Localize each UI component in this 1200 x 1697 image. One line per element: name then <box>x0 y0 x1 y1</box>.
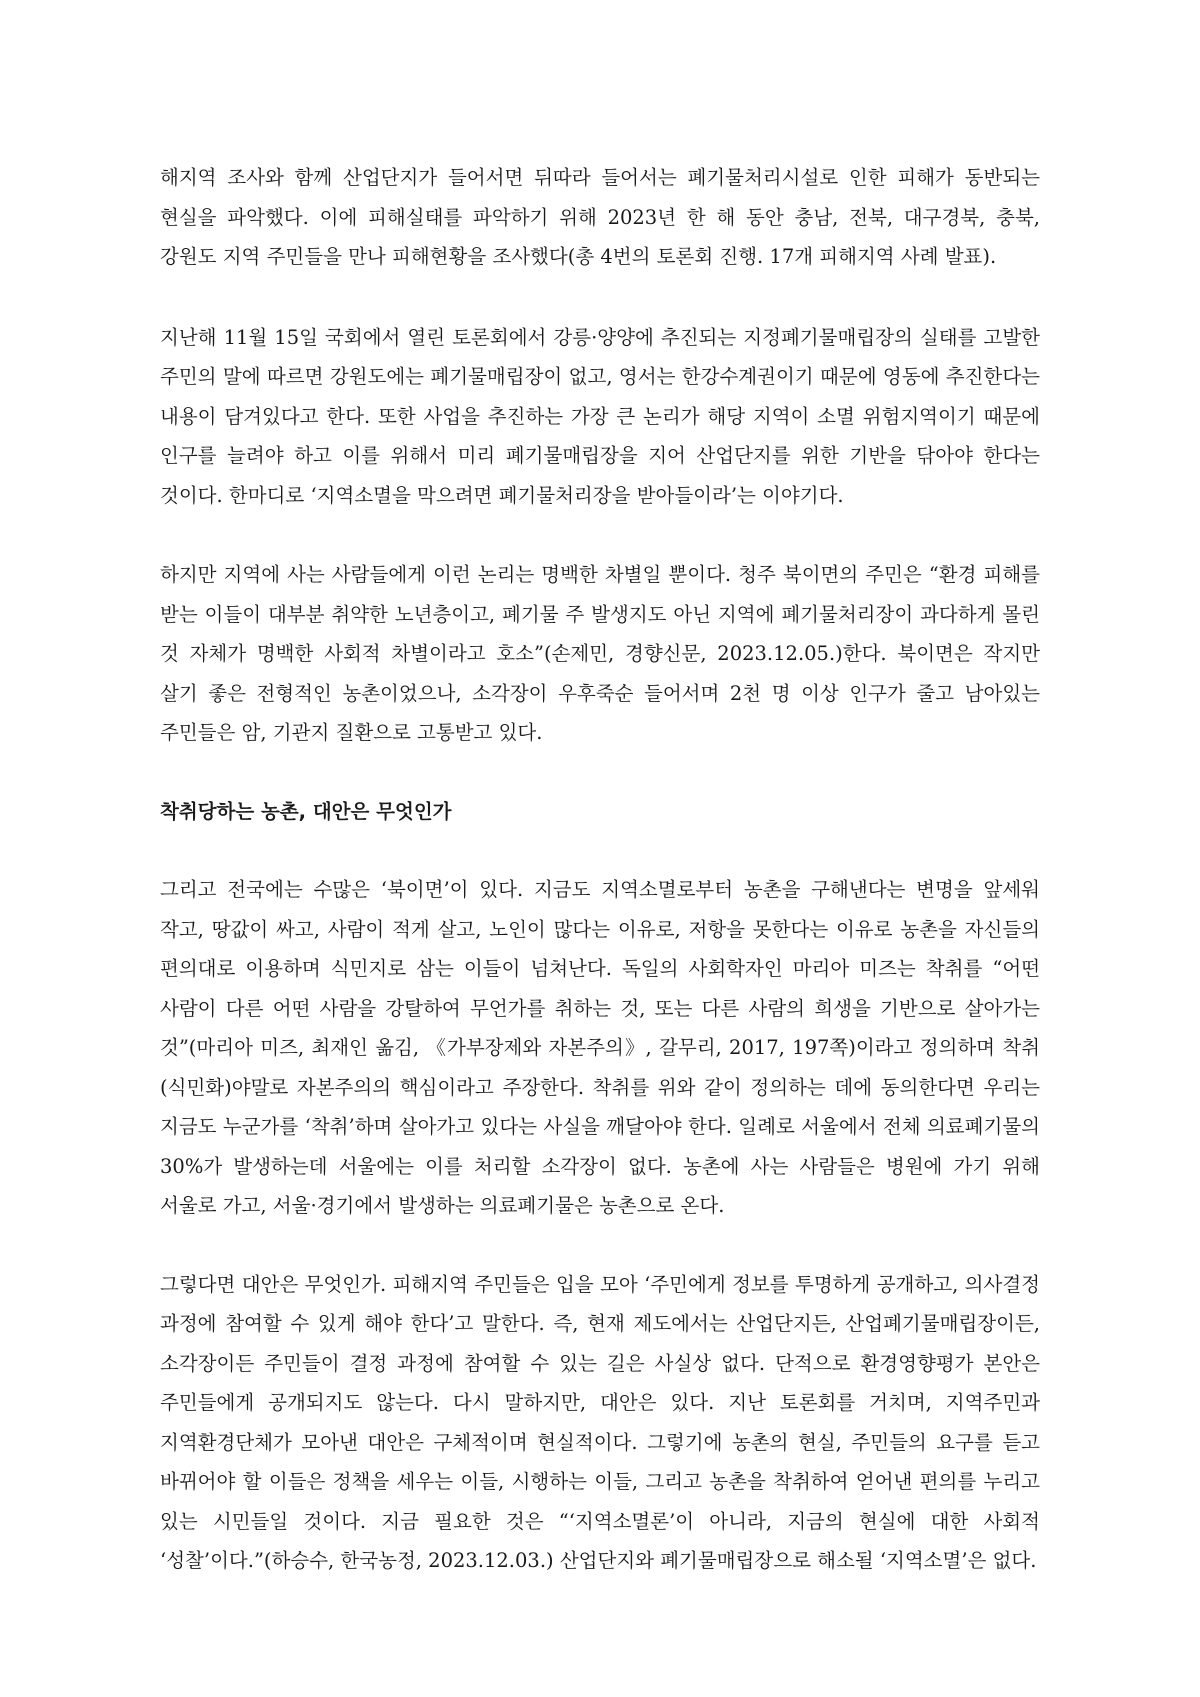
paragraph-exploitation: 그리고 전국에는 수많은 ‘북이면’이 있다. 지금도 지역소멸로부터 농촌을 구해낸다는 변명을 앞세워 작고, 땅값이 싸고, 사람이 적게 살고, 노인이 많다는 이유로, 저항을 못한다는 이유로 농촌을 자신들의 편의대로 이용하며 식민지로 삼는 이들이 넘쳐난다. 독일의 사회학자인 마리아 미즈는 착취를 “어떤 사람이 다른 어떤 사람을 강탈하여 무언가를 취하는 것, 또는 다른 사람의 희생을 기반으로 살아가는 것”(마리아 미즈, 최재인 옮김, 《가부장제와 자본주의》, 갈무리, 2017, 197쪽)이라고 정의하며 착취(식민화)야말로 자본주의의 핵심이라고 주장한다. 착취를 위와 같이 정의하는 데에 동의한다면 우리는 지금도 누군가를 ‘착취’하며 살아가고 있다는 사실을 깨달아야 한다. 일례로 서울에서 전체 의료폐기물의 30%가 발생하는데 서울에는 이를 처리할 소각장이 없다. 농촌에 사는 사람들은 병원에 가기 위해 서울로 가고, 서울·경기에서 발생하는 의료폐기물은 농촌으로 온다. <box>160 878 1040 1217</box>
section-heading: 착취당하는 농촌, 대안은 무엇인가 <box>160 799 452 823</box>
document-page <box>160 158 1040 1581</box>
paragraph-alternatives: 그렇다면 대안은 무엇인가. 피해지역 주민들은 입을 모아 ‘주민에게 정보를 투명하게 공개하고, 의사결정 과정에 참여할 수 있게 해야 한다’고 말한다. 즉, 현재 제도에서는 산업단지든, 산업폐기물매립장이든, 소각장이든 주민들이 결정 과정에 참여할 수 있는 길은 사실상 없다. 단적으로 환경영향평가 본안은 주민들에게 공개되지도 않는다. 다시 말하지만, 대안은 있다. 지난 토론회를 거치며, 지역주민과 지역환경단체가 모아낸 대안은 구체적이며 현실적이다. 그렇기에 농촌의 현실, 주민들의 요구를 듣고 바뀌어야 할 이들은 정책을 세우는 이들, 시행하는 이들, 그리고 농촌을 착취하여 얻어낸 편의를 누리고 있는 시민들일 것이다. 지금 필요한 것은 “‘지역소멸론’이 아니라, 지금의 현실에 대한 사회적 ‘성찰’이다.”(하승수, 한국농정, 2023.12.03.) 산업단지와 폐기물매립장으로 해소될 ‘지역소멸’은 없다. <box>160 1272 1040 1572</box>
paragraph-landfill-debate: 지난해 11월 15일 국회에서 열린 토론회에서 강릉·양양에 추진되는 지정폐기물매립장의 실태를 고발한 주민의 말에 따르면 강원도에는 폐기물매립장이 없고, 영서는 한강수계권이기 때문에 영동에 추진한다는 내용이 담겨있다고 한다. 또한 사업을 추진하는 가장 큰 논리가 해당 지역이 소멸 위험지역이기 때문에 인구를 늘려야 하고 이를 위해서 미리 폐기물매립장을 지어 산업단지를 위한 기반을 닦아야 한다는 것이다. 한마디로 ‘지역소멸을 막으려면 폐기물처리장을 받아들이라’는 이야기다. <box>160 325 1040 507</box>
paragraph-survey-findings: 해지역 조사와 함께 산업단지가 들어서면 뒤따라 들어서는 폐기물처리시설로 인한 피해가 동반되는 현실을 파악했다. 이에 피해실태를 파악하기 위해 2023년 한 해 동안 충남, 전북, 대구경북, 충북, 강원도 지역 주민들을 만나 피해현황을 조사했다(총 4번의 토론회 진행. 17개 피해지역 사례 발표). <box>160 166 1040 268</box>
paragraph-discrimination: 하지만 지역에 사는 사람들에게 이런 논리는 명백한 차별일 뿐이다. 청주 북이면의 주민은 “환경 피해를 받는 이들이 대부분 취약한 노년층이고, 폐기물 주 발생지도 아닌 지역에 폐기물처리장이 과다하게 몰린 것 자체가 명백한 사회적 차별이라고 호소”(손제민, 경향신문, 2023.12.05.)한다. 북이면은 작지만 살기 좋은 전형적인 농촌이었으나, 소각장이 우후죽순 들어서며 2천 명 이상 인구가 줄고 남아있는 주민들은 암, 기관지 질환으로 고통받고 있다. <box>160 563 1040 744</box>
